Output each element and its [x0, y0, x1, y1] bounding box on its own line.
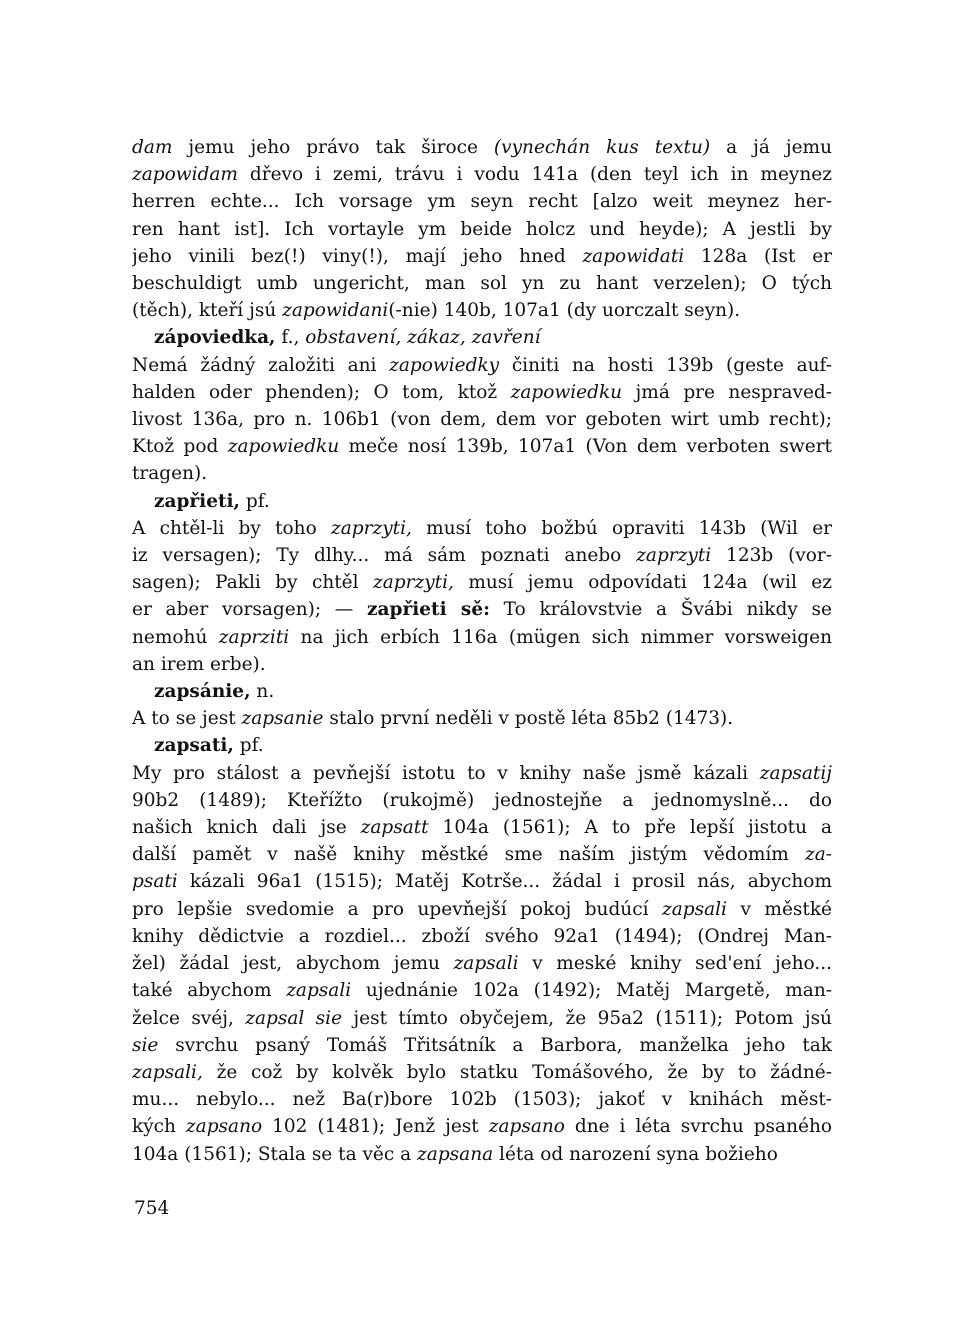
text-line: kých zapsano 102 (1481); Jenž jest zapsano dne i léta svrchu psaného	[132, 1116, 832, 1138]
text-line: (těch), kteří jsú zapowidani(-nie) 140b, 107a1 (dy uorczalt seyn).	[132, 300, 741, 322]
headword-entry	[132, 488, 832, 515]
text-line: halden oder phenden); O tom, ktož zapowiedku jmá pre nespraved-	[132, 381, 832, 403]
text-line: herren echte... Ich vorsage ym seyn recht [alzo weit meynez her-	[132, 191, 832, 213]
text-line: A chtěl-li by toho zaprzyti, musí toho božbú opraviti 143b (Wil er	[132, 517, 832, 539]
text-line: tragen).	[132, 463, 208, 485]
text-line: sagen); Pakli by chtěl zaprzyti, musí jemu odpovídati 124a (wil ez	[132, 572, 832, 594]
text-line: zapowidam dřevo i zemi, trávu i vodu 141a (den teyl ich in meynez	[132, 164, 832, 186]
text-line: Nemá žádný založiti ani zapowiedky činiti na hosti 139b (geste auf-	[132, 354, 832, 376]
text-line: našich knich dali jse zapsatt 104a (1561); A to pře lepší jistotu a	[132, 817, 832, 839]
text-line: ren hant ist]. Ich vortayle ym beide holcz und heyde); A jestli by	[132, 218, 832, 240]
headword: zápoviedka,	[154, 327, 276, 349]
text-line: také abychom zapsali ujednánie 102a (1492); Matěj Margetě, man-	[132, 980, 832, 1002]
text-line: My pro stálost a pevňejší istotu to v knihy naše jsmě kázali zapsatij	[132, 762, 832, 784]
text-line: pro lepšie svedomie a pro upevňejší pokoj budúcí zapsali v městké	[132, 898, 832, 920]
dictionary-page	[132, 134, 832, 1168]
text-line: želce svéj, zapsal sie jest tímto obyčejem, že 95a2 (1511); Potom jsú	[132, 1007, 832, 1029]
text-line: er aber vorsagen); — zapřieti sě: To královstvie a Švábi nikdy se	[132, 599, 832, 621]
text-line: beschuldigt umb ungericht, man sol yn zu hant verzelen); O tých	[132, 273, 832, 295]
text-line: mu... nebylo... než Ba(r)bore 102b (1503); jakoť v knihách měst-	[132, 1089, 832, 1111]
grammar-label: f.,	[275, 327, 306, 349]
text-line: knihy dědictvie a rozdiel... zboží svého 92a1 (1494); (Ondrej Man-	[132, 925, 832, 947]
text-line: an irem erbe).	[132, 653, 266, 675]
page-number: 754	[134, 1198, 170, 1219]
grammar-label: pf.	[240, 490, 270, 512]
text-line: livost 136a, pro n. 106b1 (von dem, dem vor geboten wirt umb recht);	[132, 409, 832, 431]
text-line: 104a (1561); Stala se ta věc a zapsana léta od narození syna božieho	[132, 1143, 778, 1165]
grammar-label: n.	[250, 681, 275, 703]
text-line: sie svrchu psaný Tomáš Třitsátník a Barbora, manželka jeho tak	[132, 1034, 832, 1056]
headword: zapřieti,	[154, 490, 240, 512]
text-line: iz versagen); Ty dlhy... má sám poznati anebo zaprzyti 123b (vor-	[132, 545, 832, 567]
text-line: nemohú zaprziti na jich erbích 116a (mügen sich nimmer vorsweigen	[132, 626, 832, 648]
text-line: další pamět v našě knihy městké sme naším jistým vědomím za-	[132, 844, 832, 866]
text-line: A to se jest zapsanie stalo první neděli v postě léta 85b2 (1473).	[132, 708, 734, 730]
headword: zapsati,	[154, 735, 234, 757]
text-line: žel) žádal jest, abychom jemu zapsali v meské knihy sed'ení jeho...	[132, 953, 832, 975]
text-line: dam jemu jeho právo tak široce (vynechán kus textu) a já jemu	[132, 137, 832, 158]
text-line: zapsali, že což by kolvěk bylo statku Tomášového, že by to žádné-	[132, 1061, 832, 1083]
headword: zapsánie,	[154, 681, 251, 703]
text-line: 90b2 (1489); Kteřížto (rukojmě) jednostejňe a jednomyslně... do	[132, 789, 832, 811]
text-line: psati kázali 96a1 (1515); Matěj Kotrše... žádal i prosil nás, abychom	[132, 871, 832, 893]
gloss: obstavení, zákaz, zavření	[305, 327, 541, 349]
headword-entry	[132, 324, 832, 351]
headword-entry	[132, 678, 832, 705]
headword-entry	[132, 732, 832, 759]
text-line: Ktož pod zapowiedku meče nosí 139b, 107a1 (Von dem verboten swert	[132, 436, 832, 458]
text-line: jeho vinili bez(!) viny(!), mají jeho hned zapowidati 128a (Ist er	[132, 245, 832, 267]
grammar-label: pf.	[233, 735, 264, 757]
